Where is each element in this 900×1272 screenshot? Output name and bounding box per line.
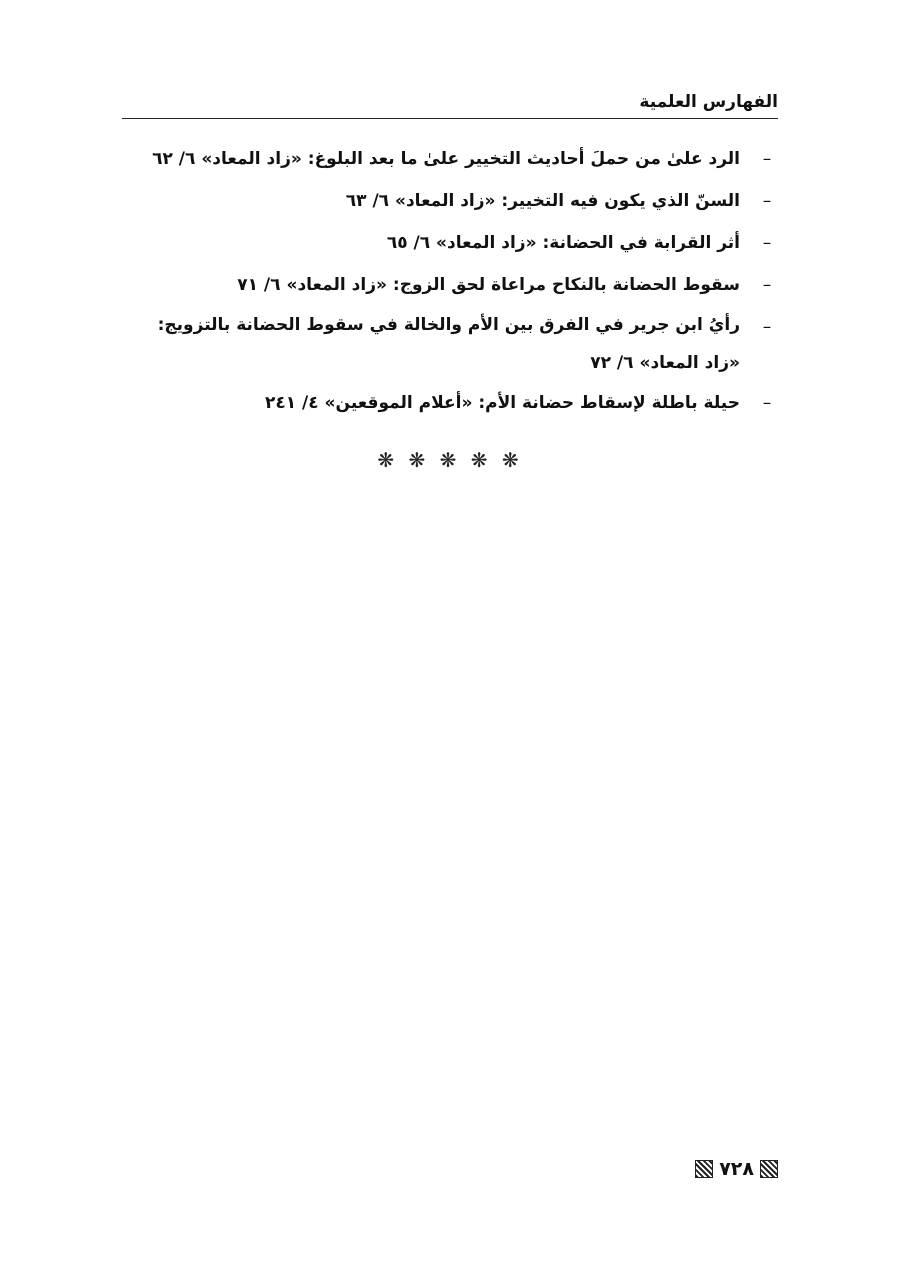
entry-dash: – <box>762 233 772 253</box>
entry-text: السنّ الذي يكون فيه التخيير: «زاد المعاد» ٦/ ٦٣ <box>345 191 740 211</box>
index-entry <box>118 180 778 222</box>
page-header <box>122 90 778 118</box>
entry-text: حيلة باطلة لإسقاط حضانة الأم: «أعلام الموقعين» ٤/ ٢٤١ <box>264 393 740 413</box>
entry-text: سقوط الحضانة بالنكاح مراعاة لحق الزوج: «زاد المعاد» ٦/ ٧١ <box>237 275 740 295</box>
index-entry <box>118 264 778 306</box>
page-folio <box>695 1156 778 1182</box>
entry-dash: – <box>762 191 772 211</box>
entry-text: رأيُ ابن جرير في الفرق بين الأم والخالة في سقوط الحضانة بالتزويج: «زاد المعاد» ٦/ ٧٢ <box>157 315 740 373</box>
index-entry <box>118 138 778 180</box>
entry-text: الرد علىٰ من حملَ أحاديث التخيير علىٰ ما بعد البلوغ: «زاد المعاد» ٦/ ٦٢ <box>152 149 740 169</box>
folio-ornament-icon <box>695 1160 713 1178</box>
entry-dash: – <box>762 317 772 337</box>
index-entry <box>118 306 778 382</box>
running-head: الفهارس العلمية <box>639 92 778 112</box>
index-entry <box>118 222 778 264</box>
page-number: ٧٢٨ <box>719 1158 754 1180</box>
entry-dash: – <box>762 275 772 295</box>
entry-dash: – <box>762 393 772 413</box>
header-rule <box>122 118 778 119</box>
entry-text: أثر القرابة في الحضانة: «زاد المعاد» ٦/ ٦٥ <box>386 233 740 253</box>
index-entry <box>118 382 778 424</box>
entry-dash: – <box>762 149 772 169</box>
index-entries <box>118 138 778 424</box>
folio-ornament-icon <box>760 1160 778 1178</box>
section-end-ornament: ❋ ❋ ❋ ❋ ❋ <box>377 448 523 472</box>
